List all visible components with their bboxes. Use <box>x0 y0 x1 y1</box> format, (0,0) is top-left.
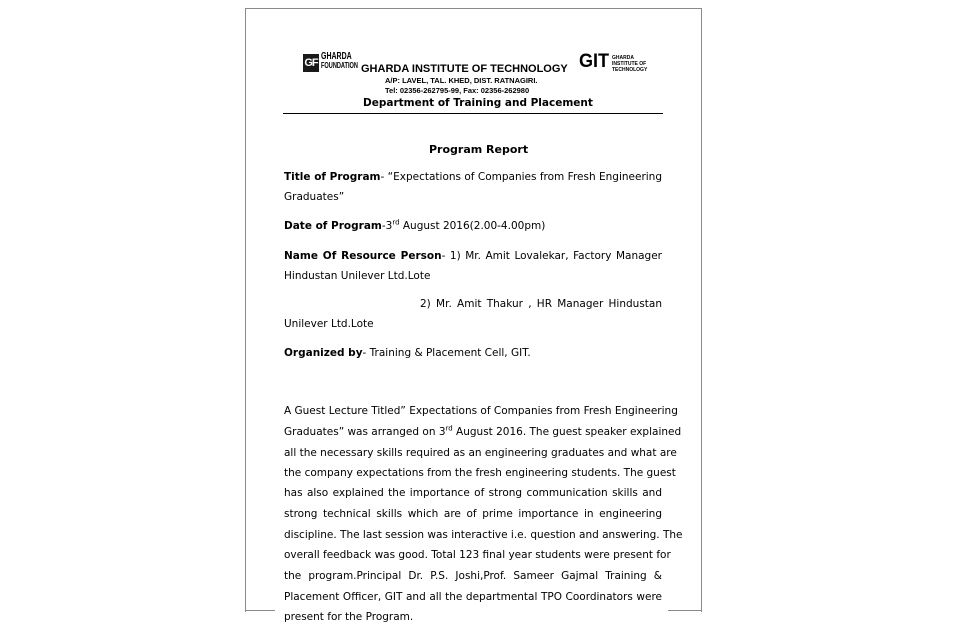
title-label: Title of Program <box>284 171 381 183</box>
body-text: August 2016. The guest speaker explained <box>452 426 682 438</box>
address: A/P: LAVEL, TAL. KHED, DIST. RATNAGIRI. <box>385 76 538 85</box>
body-line: all the necessary skills required as an engineering graduates and what are <box>284 447 677 459</box>
gf-mark: GF <box>304 57 318 69</box>
body-line <box>284 424 682 438</box>
foundation-line1: GHARDA <box>321 51 352 62</box>
body-line: present for the Program. <box>284 611 414 623</box>
page-edge <box>668 610 701 611</box>
date-prefix: -3 <box>381 220 393 232</box>
resource-2-cont: Unilever Ltd.Lote <box>284 318 374 330</box>
body-superscript: rd <box>445 424 453 433</box>
date-label: Date of Program <box>284 220 382 232</box>
git-caption-line: TECHNOLOGY <box>612 67 648 73</box>
resource-person-line <box>284 250 662 262</box>
body-line: overall feedback was good. Total 123 final year students were present for <box>284 549 671 561</box>
contact-numbers: Tel: 02356-262795-99, Fax: 02356-262980 <box>385 86 530 95</box>
body-line: the company expectations from the fresh engineering students. The guest <box>284 467 676 479</box>
body-line: strong technical skills which are of prime importance in engineering <box>284 508 662 520</box>
title-of-program-line <box>284 171 662 183</box>
resource-1-cont: Hindustan Unilever Ltd.Lote <box>284 270 431 282</box>
institute-name: GHARDA INSTITUTE OF TECHNOLOGY <box>361 63 568 75</box>
page-edge <box>245 610 275 611</box>
git-caption-line: INSTITUTE OF <box>612 61 647 67</box>
title-value: - “Expectations of Companies from Fresh Engineering <box>380 171 662 183</box>
foundation-line2: FOUNDATION <box>321 61 358 70</box>
date-of-program-line <box>284 220 545 232</box>
foundation-wordmark <box>321 52 358 70</box>
resource-label: Name Of Resource Person <box>284 250 442 262</box>
body-line: Placement Officer, GIT and all the departmental TPO Coordinators were <box>284 591 662 603</box>
organized-label: Organized by <box>284 347 363 359</box>
body-line: the program.Principal Dr. P.S. Joshi,Prof. Sameer Gajmal Training & <box>284 570 662 582</box>
resource-2-line: 2) Mr. Amit Thakur , HR Manager Hindustan <box>420 298 662 310</box>
title-value-cont: Graduates” <box>284 191 345 203</box>
gharda-foundation-logo <box>303 54 319 72</box>
header-divider <box>283 113 663 114</box>
resource-1: - 1) Mr. Amit Lovalekar, Factory Manager <box>441 250 662 262</box>
body-line: discipline. The last session was interactive i.e. question and answering. The <box>284 529 683 541</box>
body-line: has also explained the importance of strong communication skills and <box>284 487 662 499</box>
git-logo-caption <box>612 55 647 73</box>
git-caption-line: GHARDA <box>612 55 634 61</box>
git-logo: GIT <box>579 51 610 72</box>
organized-value: - Training & Placement Cell, GIT. <box>362 347 531 359</box>
body-line: A Guest Lecture Titled” Expectations of Companies from Fresh Engineering <box>284 405 678 417</box>
date-superscript: rd <box>392 218 400 227</box>
organized-by-line <box>284 347 531 359</box>
date-value: August 2016(2.00-4.00pm) <box>399 220 546 232</box>
body-text: Graduates” was arranged on 3 <box>284 426 446 438</box>
report-heading: Program Report <box>429 143 529 156</box>
department-name: Department of Training and Placement <box>363 97 593 109</box>
